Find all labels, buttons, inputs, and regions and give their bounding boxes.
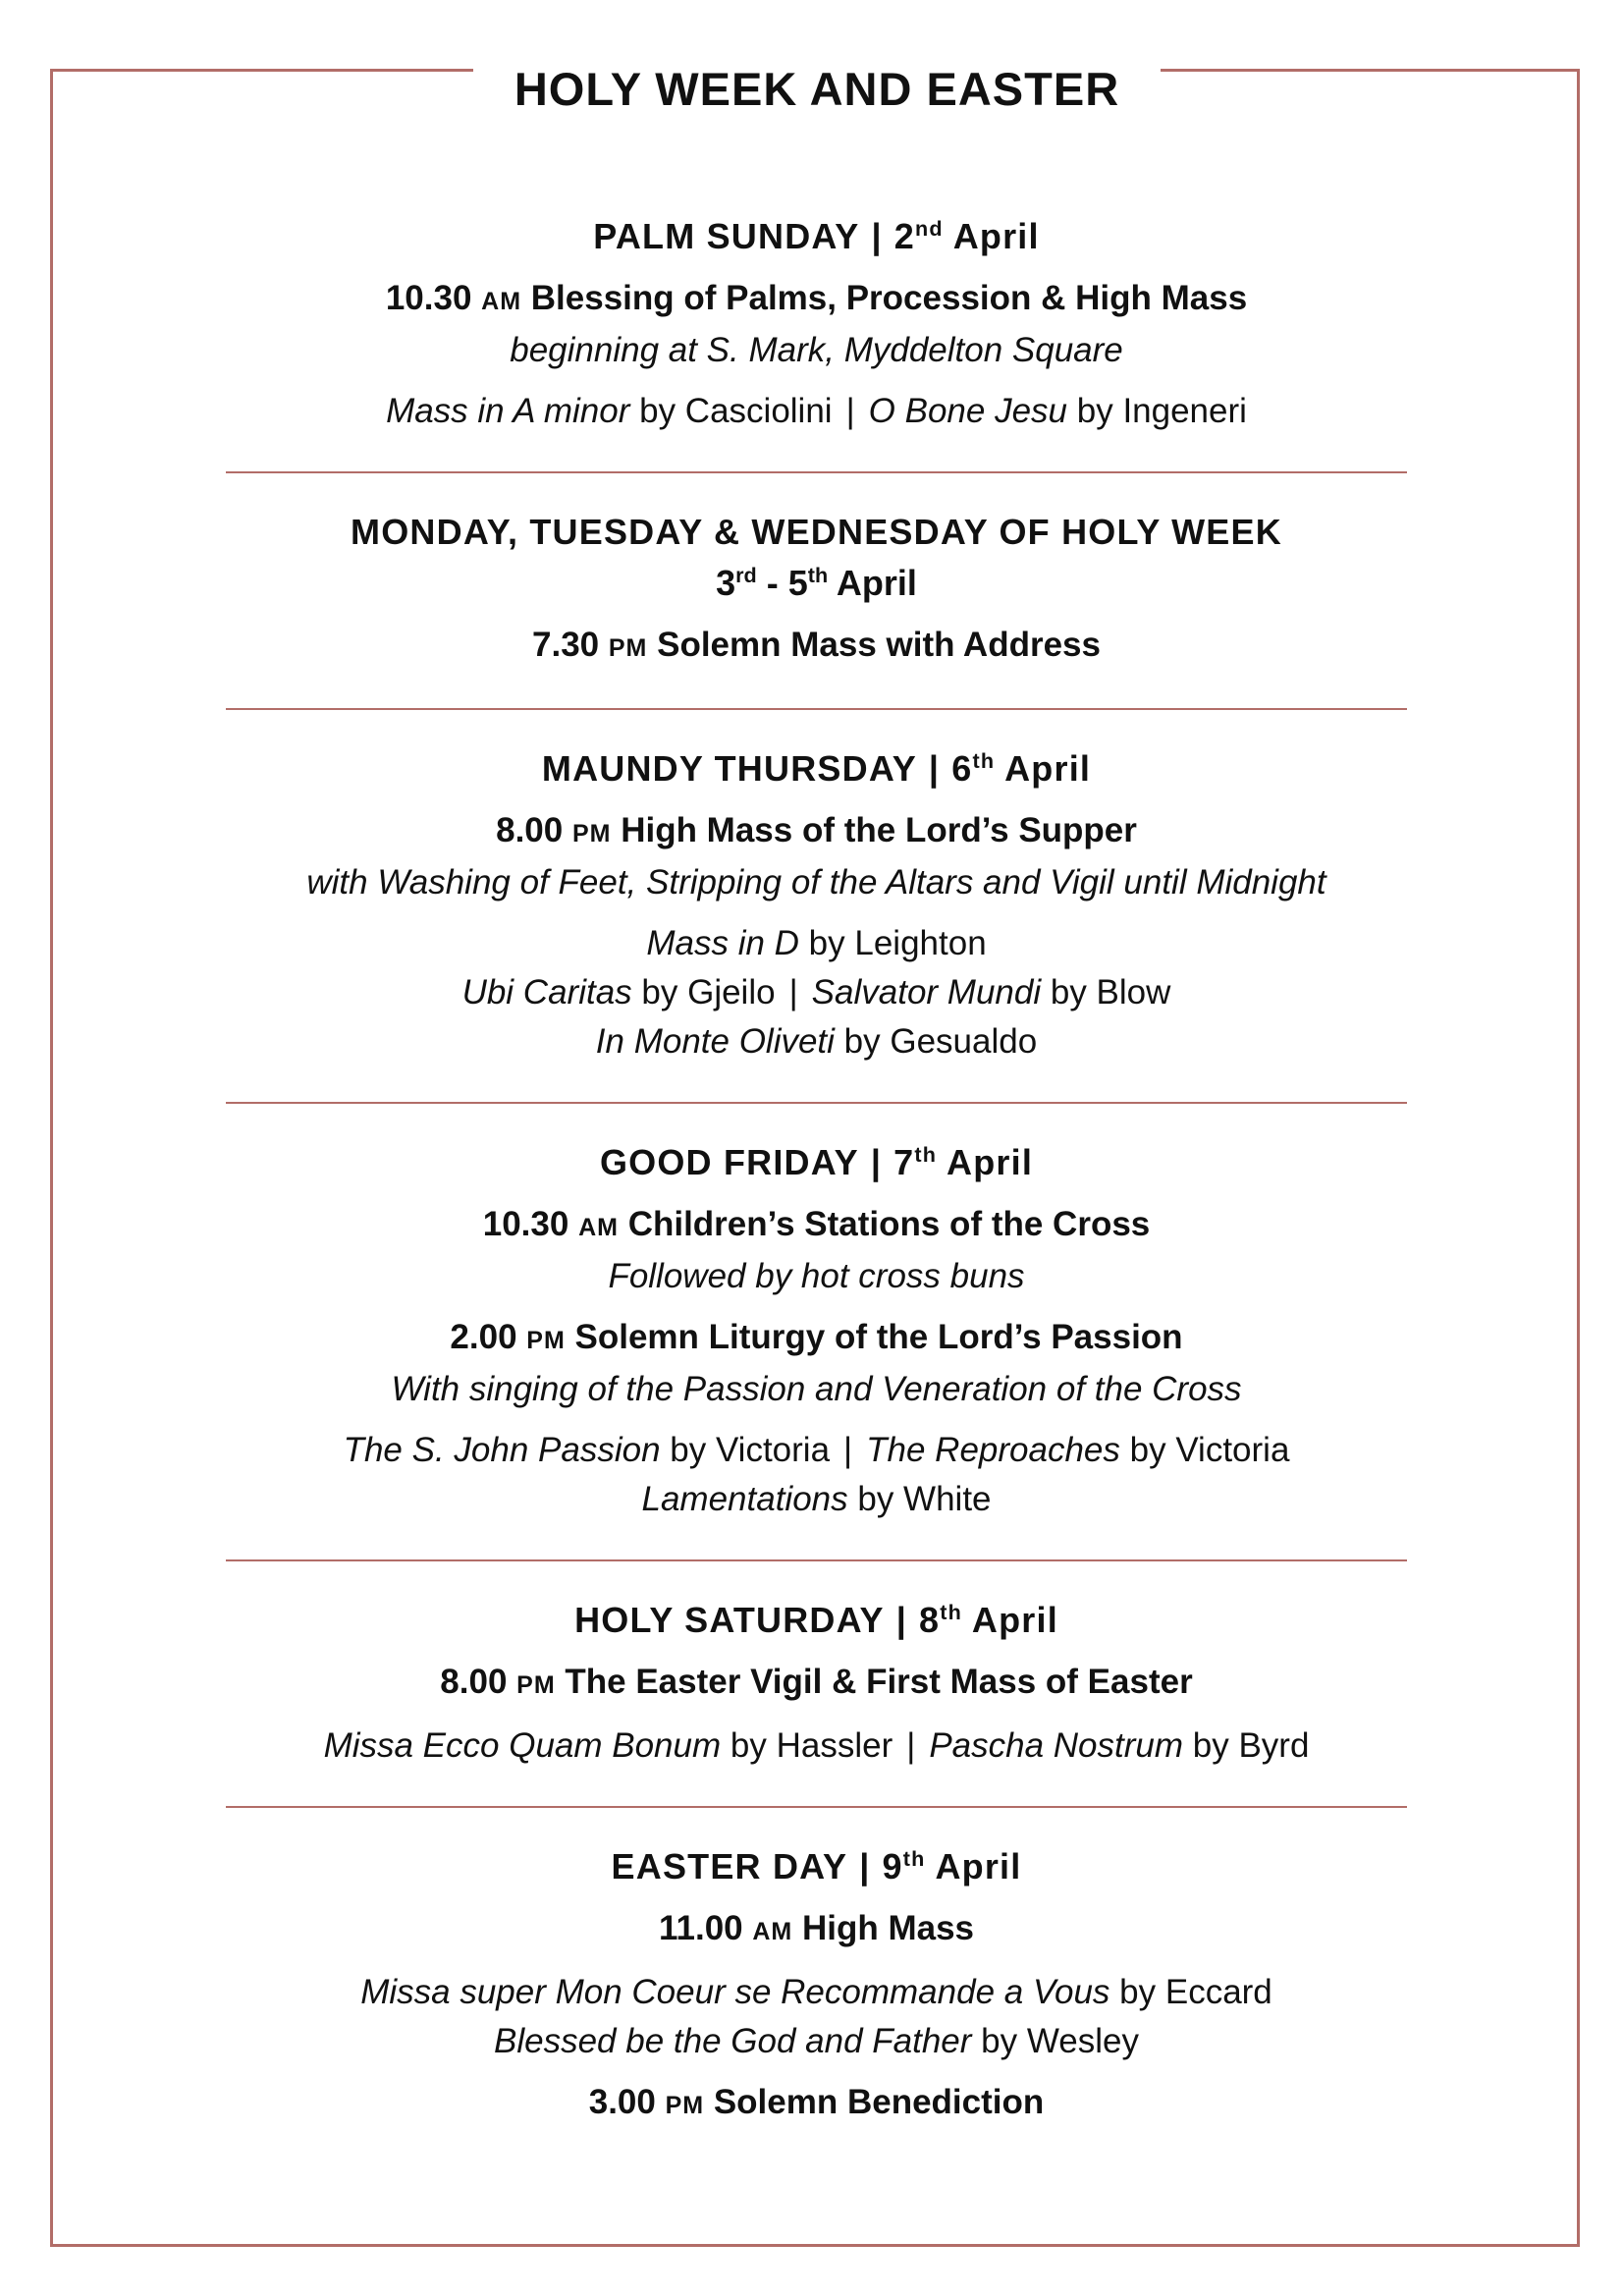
music-line: Mass in D by Leighton [646,924,987,962]
service-line: 8.00 PM High Mass of the Lord’s Supper [496,811,1137,849]
section-holy-saturday [226,1595,1407,1771]
section-divider [226,471,1407,473]
section-holy-week-weekdays [226,507,1407,673]
music-line: Lamentations by White [641,1480,992,1518]
section-divider [226,1559,1407,1561]
service-note: with Washing of Feet, Stripping of the Altars and Vigil until Midnight [306,863,1326,902]
schedule [226,211,1407,2130]
section-heading: MAUNDY THURSDAY | 6th April [541,748,1092,789]
music-list [226,1426,1407,1524]
music-line: Missa super Mon Coeur se Recommande a Vous by Eccard [360,1973,1272,2011]
music-line: In Monte Oliveti by Gesualdo [595,1022,1038,1061]
music-line: Missa Ecco Quam Bonum by Hassler | Pascha Nostrum by Byrd [323,1726,1310,1765]
music-list [226,1722,1407,1771]
section-divider [226,708,1407,710]
service-line: 2.00 PM Solemn Liturgy of the Lord’s Passion [450,1318,1183,1356]
section-divider [226,1806,1407,1808]
section-good-friday [226,1137,1407,1524]
service-line: 7.30 PM Solemn Mass with Address [532,626,1101,664]
service-note: beginning at S. Mark, Myddelton Square [510,331,1123,369]
service-line: 8.00 PM The Easter Vigil & First Mass of Easter [440,1663,1193,1701]
music-line: Mass in A minor by Casciolini | O Bone Jesu by Ingeneri [386,392,1247,430]
music-line: Ubi Caritas by Gjeilo | Salvator Mundi by Blow [461,973,1171,1011]
section-heading: GOOD FRIDAY | 7th April [599,1142,1034,1182]
section-maundy-thursday [226,743,1407,1066]
music-list [226,1968,1407,2066]
section-heading: HOLY SATURDAY | 8th April [574,1600,1058,1640]
music-list [226,387,1407,436]
service-note: With singing of the Passion and Veneration of the Cross [391,1370,1242,1408]
section-heading: EASTER DAY | 9th April [611,1846,1022,1886]
service-line: 3.00 PM Solemn Benediction [588,2083,1045,2121]
section-easter-day [226,1841,1407,2130]
music-line: Blessed be the God and Father by Wesley [494,2022,1139,2060]
section-heading: MONDAY, TUESDAY & WEDNESDAY OF HOLY WEEK [351,512,1282,552]
music-line: The S. John Passion by Victoria | The Reproaches by Victoria [343,1431,1290,1469]
section-date: 3rd - 5th April [716,563,917,603]
section-divider [226,1102,1407,1104]
service-note: Followed by hot cross buns [608,1257,1025,1295]
service-line: 10.30 AM Children’s Stations of the Cross [482,1205,1151,1243]
service-line: 11.00 AM High Mass [658,1909,975,1947]
section-palm-sunday [226,211,1407,436]
music-list [226,919,1407,1066]
service-line: 10.30 AM Blessing of Palms, Procession & High Mass [385,279,1248,317]
page-title: HOLY WEEK AND EASTER [473,55,1161,124]
section-heading: PALM SUNDAY | 2nd April [593,216,1040,256]
